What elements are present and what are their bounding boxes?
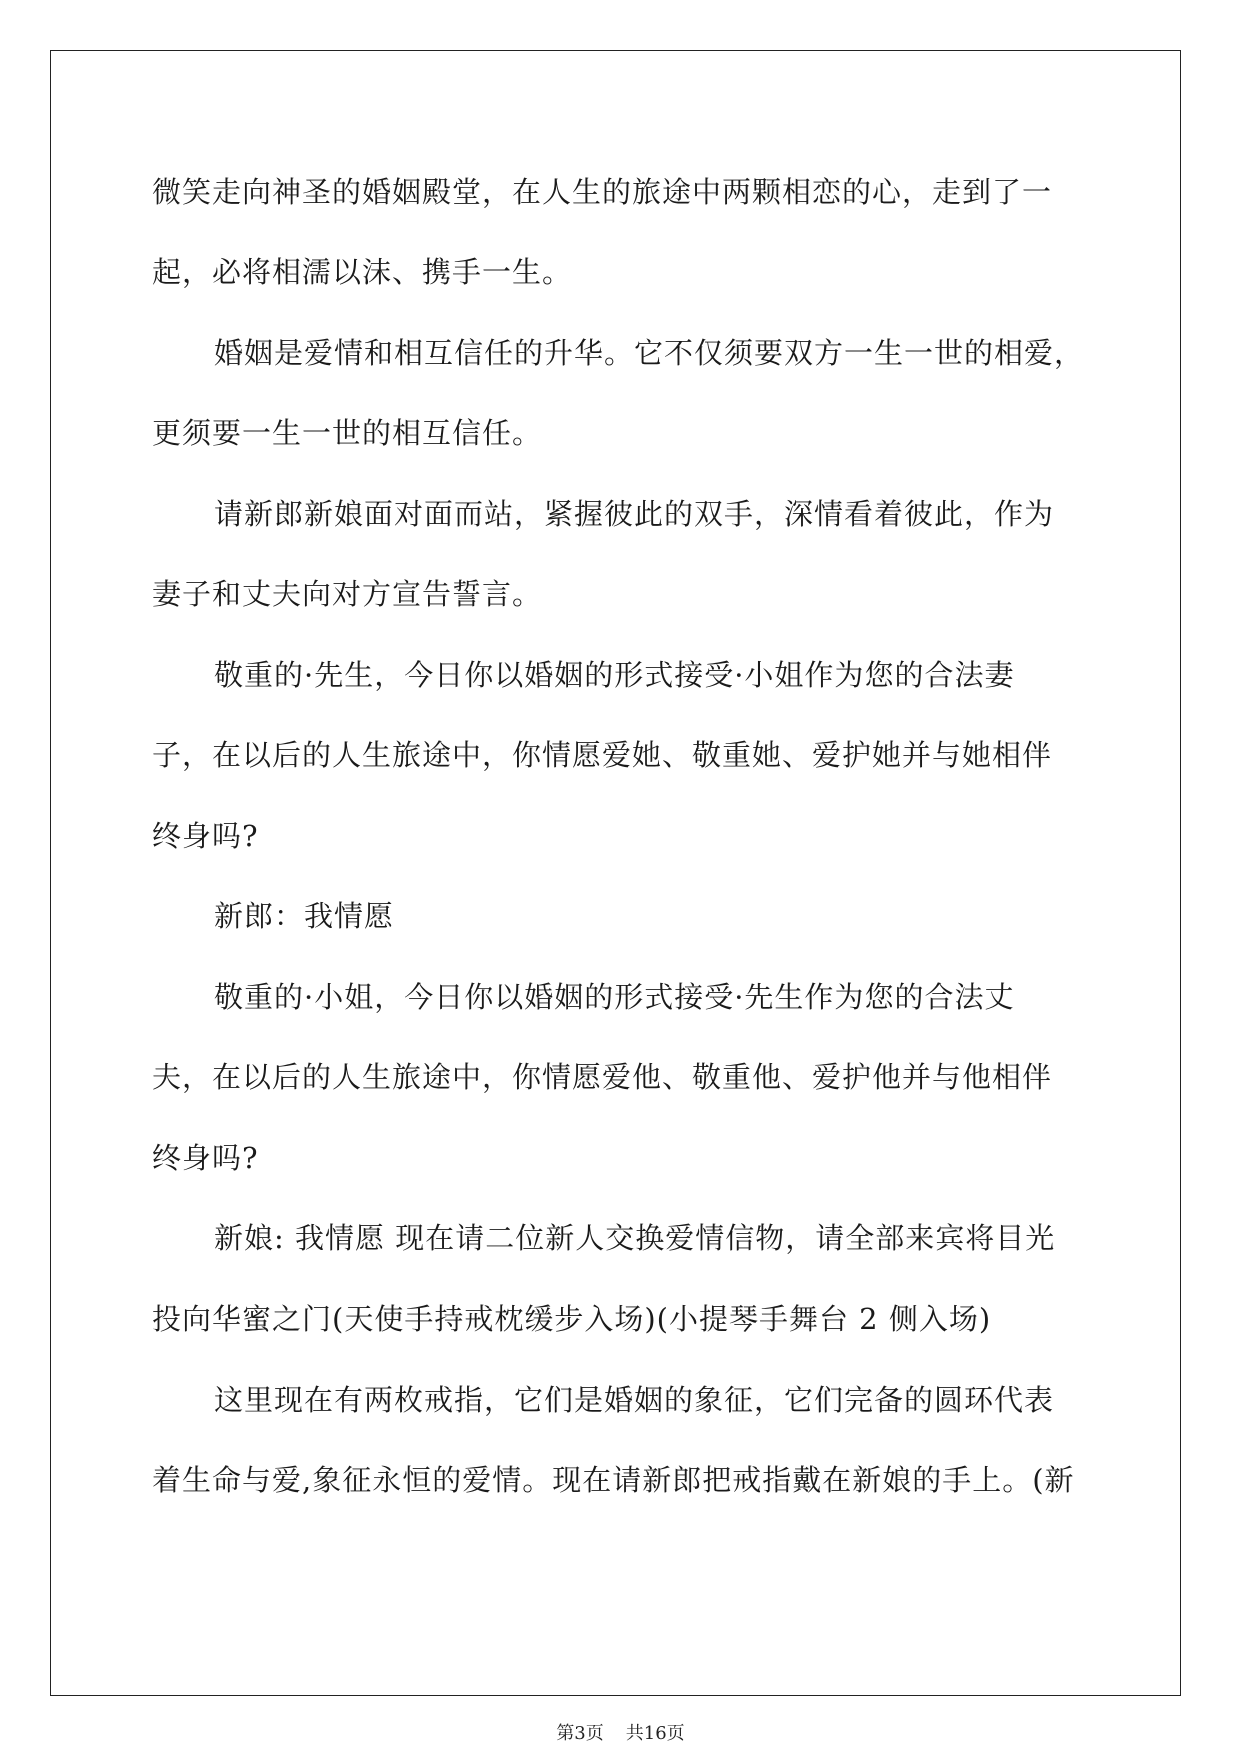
page-footer — [0, 1723, 1241, 1745]
page-number: 第3页 — [556, 1723, 604, 1744]
text-line: 投向华蜜之门(天使手持戒枕缓步入场)(小提琴手舞台 2 侧入场) — [152, 1302, 992, 1336]
text-line: 着生命与爱,象征永恒的爱情。现在请新郎把戒指戴在新娘的手上。(新 — [152, 1463, 1075, 1497]
text-line: 敬重的·小姐，今日你以婚姻的形式接受·先生作为您的合法丈 — [214, 980, 1015, 1014]
text-line: 敬重的·先生，今日你以婚姻的形式接受·小姐作为您的合法妻 — [214, 658, 1015, 692]
text-line: 这里现在有两枚戒指，它们是婚姻的象征，它们完备的圆环代表 — [214, 1383, 1055, 1417]
text-line: 终身吗? — [152, 1141, 259, 1175]
page-total: 共16页 — [625, 1723, 685, 1744]
text-line: 终身吗? — [152, 819, 259, 853]
text-line: 婚姻是爱情和相互信任的升华。它不仅须要双方一生一世的相爱， — [214, 336, 1085, 370]
text-line: 微笑走向神圣的婚姻殿堂，在人生的旅途中两颗相恋的心，走到了一 — [152, 175, 1053, 209]
text-line: 新郎：我情愿 — [214, 899, 395, 933]
text-line: 妻子和丈夫向对方宣告誓言。 — [152, 577, 543, 611]
text-line: 夫，在以后的人生旅途中，你情愿爱他、敬重他、爱护他并与他相伴 — [152, 1060, 1053, 1094]
text-line: 起，必将相濡以沫、携手一生。 — [152, 255, 573, 289]
text-line: 新娘: 我情愿 现在请二位新人交换爱情信物，请全部来宾将目光 — [214, 1221, 1056, 1255]
text-line: 子，在以后的人生旅途中，你情愿爱她、敬重她、爱护她并与她相伴 — [152, 738, 1053, 772]
text-line: 更须要一生一世的相互信任。 — [152, 416, 543, 450]
text-line: 请新郎新娘面对面而站，紧握彼此的双手，深情看着彼此，作为 — [214, 497, 1055, 531]
page-border — [50, 50, 1181, 1696]
